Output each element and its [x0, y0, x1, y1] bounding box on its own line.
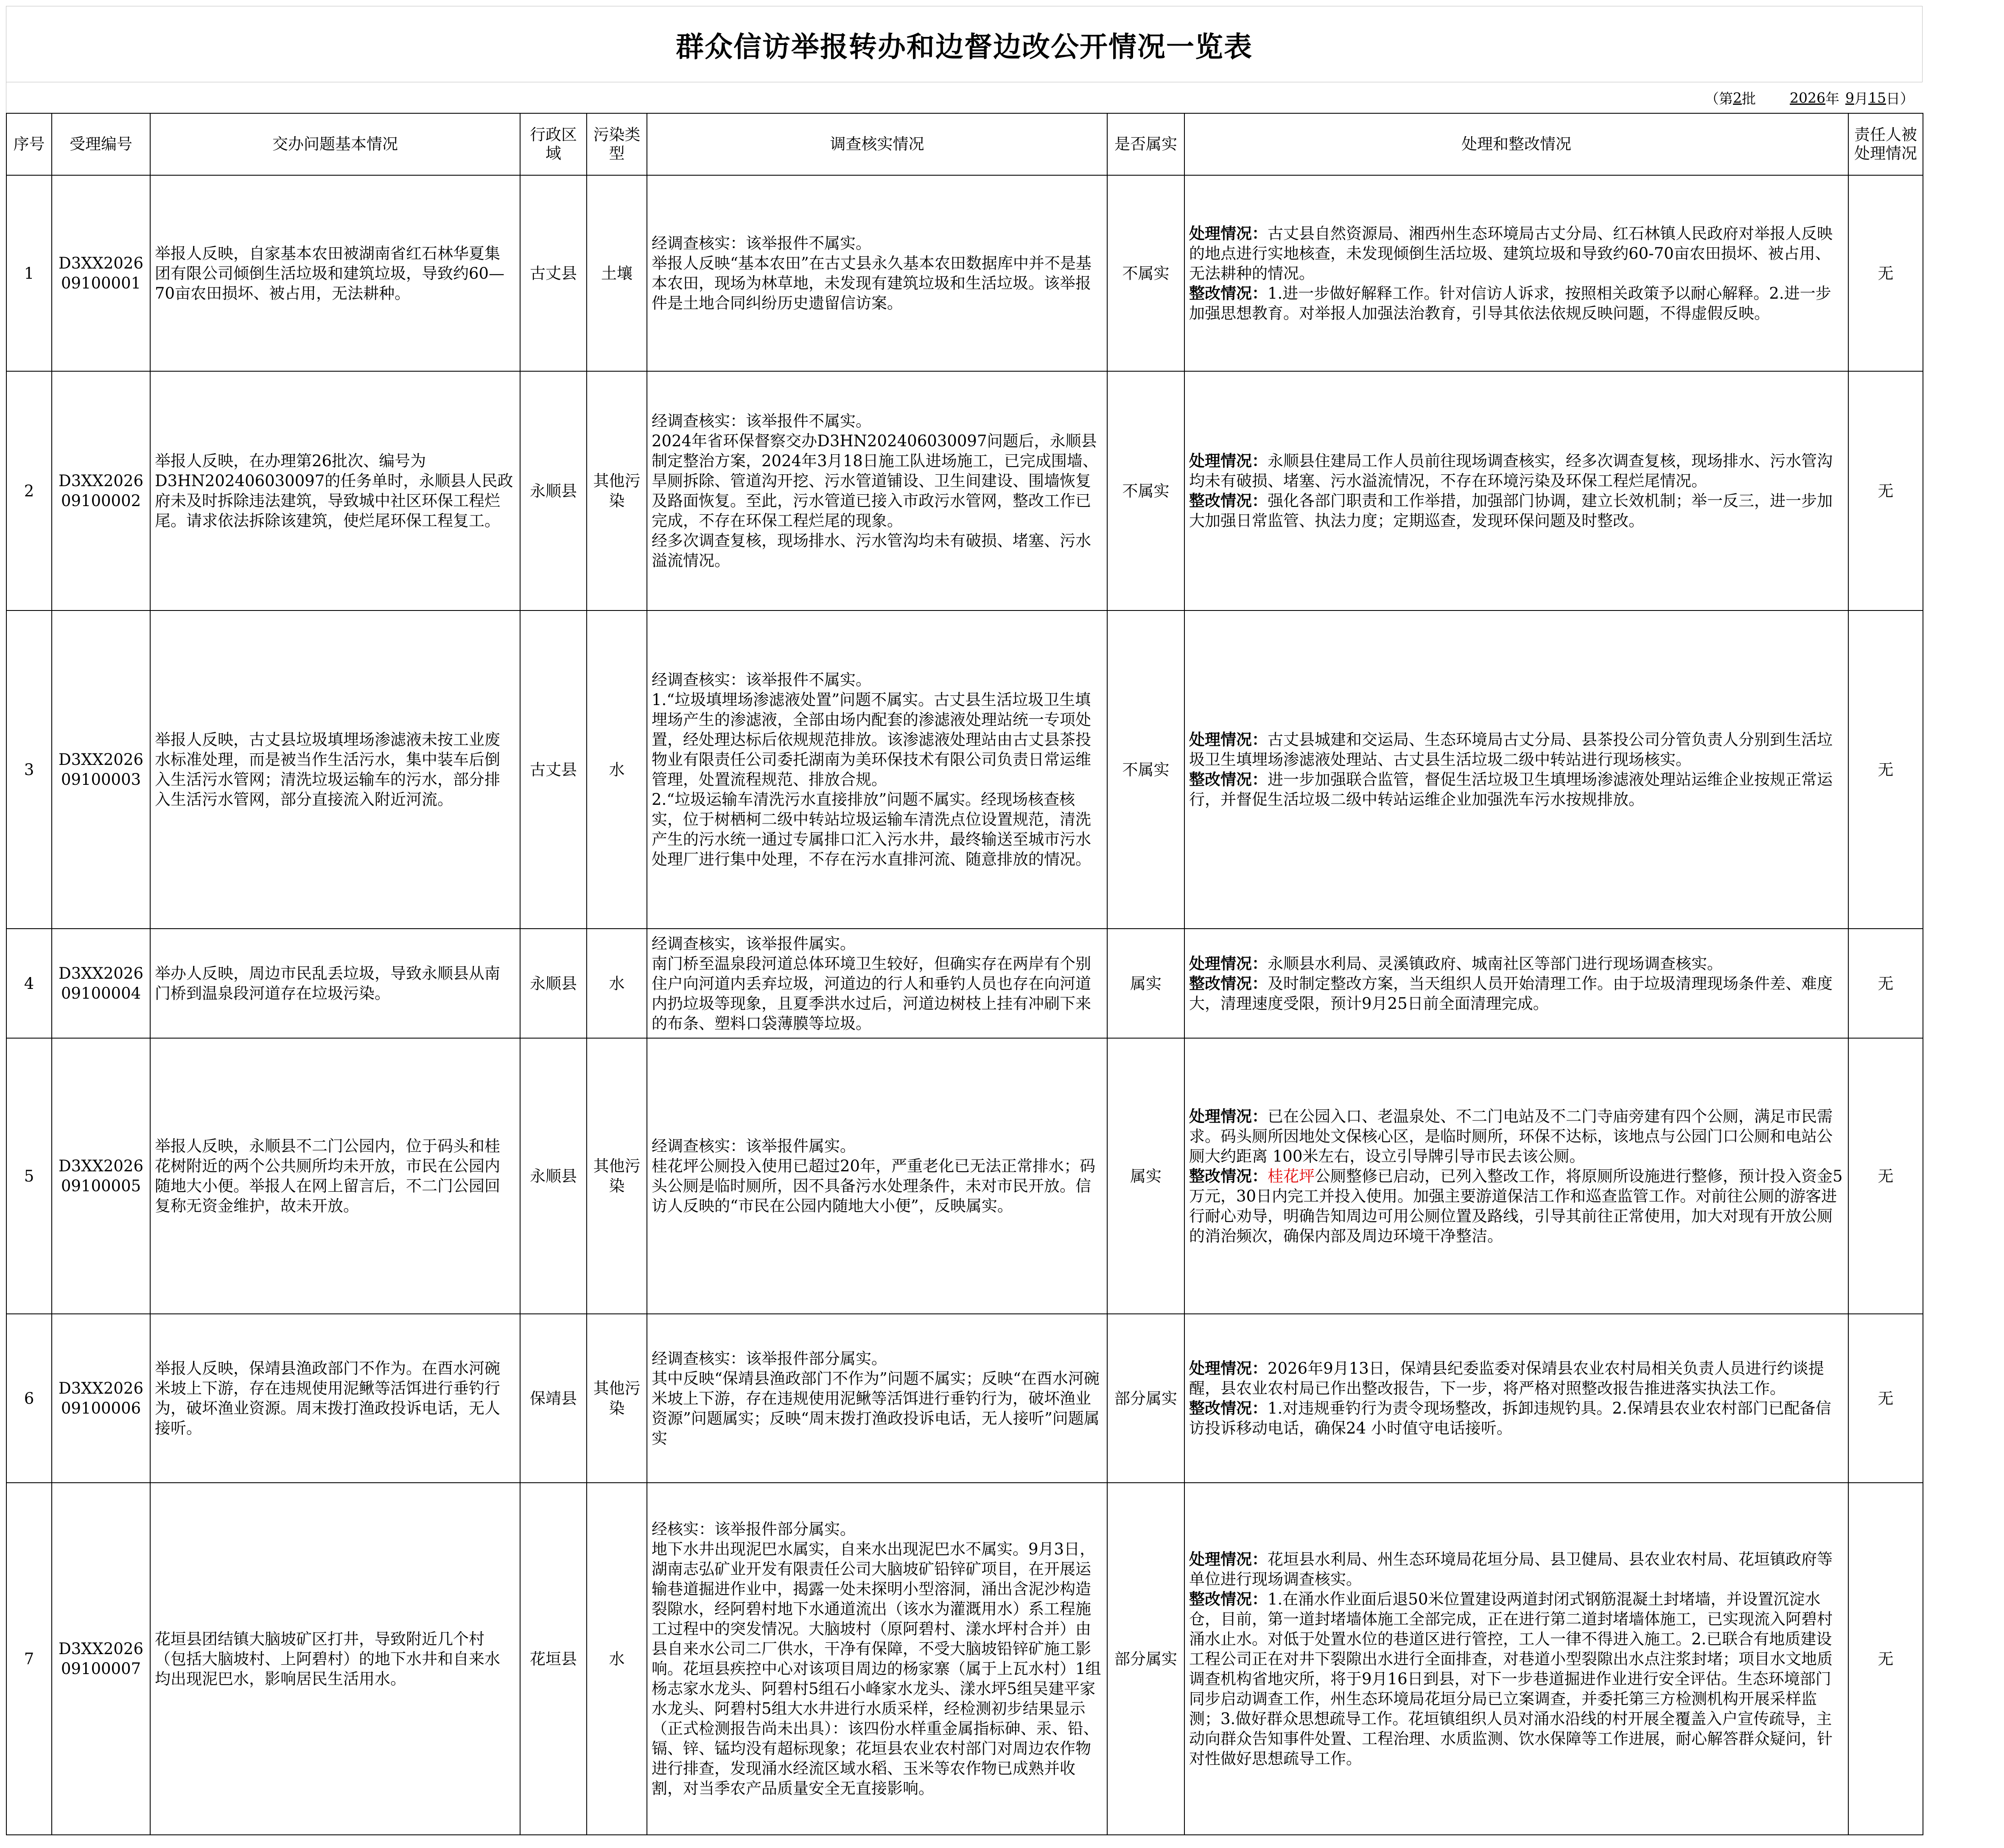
cell-accountability: 无: [1848, 929, 1923, 1038]
batch-close: 日）: [1886, 90, 1914, 107]
handling-block: [1189, 1106, 1844, 1166]
cell-problem: 举报人反映，自家基本农田被湖南省红石林华夏集团有限公司倾倒生活垃圾和建筑垃圾，导致约60—70亩农田损坏、被占用，无法耕种。: [150, 175, 520, 371]
investigation-line: 2.“垃圾运输车清洗污水直接排放”问题不属实。经现场核查核实，位于树栖柯二级中转站垃圾运输车清洗点位设置规范，清洗产生的污水统一通过专属排口汇入污水井，最终输送至城市污水处理厂进行集中处理，不存在污水直排河流、随意排放的情况。: [652, 790, 1091, 868]
rectification-text: 及时制定整改方案，当天组织人员开始清理工作。由于垃圾清理现场条件差、难度大，清理速度受限，预计9月25日前全面清理完成。: [1189, 974, 1833, 1013]
investigation-line: 经调查核实：该举报件属实。: [652, 1137, 856, 1155]
header-row: [6, 113, 1923, 175]
rectification-label: 整改情况：: [1189, 1166, 1268, 1185]
batch-open: （第: [1705, 90, 1733, 107]
cell-region: 永顺县: [520, 1038, 587, 1314]
header-seq: 序号: [6, 113, 52, 175]
cell-seq: 4: [6, 929, 52, 1038]
table-row: [6, 1314, 1923, 1483]
cell-verified: 不属实: [1107, 371, 1184, 610]
cell-id: D3XX202609100006: [52, 1314, 150, 1483]
handling-block: [1189, 730, 1844, 770]
rectification-block: [1189, 770, 1844, 809]
header-id: 受理编号: [52, 113, 150, 175]
rectification-block: [1189, 1166, 1844, 1246]
handling-block: [1189, 1358, 1844, 1398]
cell-handling: [1184, 929, 1848, 1038]
cell-verified: 不属实: [1107, 610, 1184, 929]
page-title: 群众信访举报转办和边督边改公开情况一览表: [676, 30, 1253, 63]
investigation-line: 经调查核实，该举报件属实。: [652, 934, 856, 953]
cell-seq: 5: [6, 1038, 52, 1314]
cell-pollution: 其他污染: [587, 371, 647, 610]
handling-text: 古丈县城建和交运局、生态环境局古丈分局、县茶投公司分管负责人分别到生活垃圾卫生填埋场渗滤液处理站、古丈县生活垃圾二级中转站进行现场核实。: [1189, 731, 1833, 769]
cell-region: 永顺县: [520, 371, 587, 610]
batch-year: 2026: [1790, 89, 1825, 106]
investigation-line: 其中反映“保靖县渔政部门不作为”问题不属实；反映“在酉水河碗米坡上下游，存在违规使用泥鳅等活饵进行垂钓行为，破坏渔业资源”问题属实；反映“周末拨打渔政投诉电话，无人接听”问题属实: [652, 1369, 1100, 1448]
header-handling: 处理和整改情况: [1184, 113, 1848, 175]
batch-label: 批: [1742, 90, 1756, 107]
rectification-label: 整改情况：: [1189, 1589, 1268, 1608]
rectification-block: [1189, 491, 1844, 531]
rectification-block: [1189, 974, 1844, 1014]
handling-label: 处理情况：: [1189, 1359, 1268, 1378]
cell-verified: 部分属实: [1107, 1314, 1184, 1483]
header-investigation: 调查核实情况: [647, 113, 1107, 175]
cell-region: 保靖县: [520, 1314, 587, 1483]
handling-label: 处理情况：: [1189, 1106, 1268, 1126]
cell-problem: 举报人反映，古丈县垃圾填埋场渗滤液未按工业废水标准处理，而是被当作生活污水，集中装车后倒入生活污水管网；清洗垃圾运输车的污水，部分排入生活污水管网，部分直接流入附近河流。: [150, 610, 520, 929]
handling-label: 处理情况：: [1189, 451, 1268, 470]
cell-seq: 7: [6, 1483, 52, 1835]
cell-problem: 举报人反映，保靖县渔政部门不作为。在酉水河碗米坡上下游，存在违规使用泥鳅等活饵进行垂钓行为，破坏渔业资源。周末拨打渔政投诉电话，无人接听。: [150, 1314, 520, 1483]
cell-id: D3XX202609100005: [52, 1038, 150, 1314]
handling-text: 已在公园入口、老温泉处、不二门电站及不二门寺庙旁建有四个公厕，满足市民需求。码头厕所因地处文保核心区，是临时厕所，环保不达标，该地点与公园门口公厕和电站公厕大约距离 100米左右，设立引导牌引导市民去该公厕。: [1189, 1107, 1833, 1165]
table-row: [6, 175, 1923, 371]
report-table: [6, 113, 1923, 1835]
cell-handling: [1184, 175, 1848, 371]
investigation-line: 2024年省环保督察交办D3HN202406030097问题后，永顺县制定整治方案，2024年3月18日施工队进场施工，已完成围墙、旱厕拆除、管道沟开挖、污水管道铺设、卫生间建设、围墙恢复及路面恢复。至此，污水管道已接入市政污水管网，整改工作已完成，不存在环保工程烂尾的现象。: [652, 432, 1098, 530]
handling-label: 处理情况：: [1189, 954, 1268, 973]
cell-investigation: [647, 175, 1107, 371]
rectification-text: 1.进一步做好解释工作。针对信访人诉求，按照相关政策予以耐心解释。2.进一步加强思想教育。对举报人加强法治教育，引导其依法依规反映问题，不得虚假反映。: [1189, 284, 1831, 322]
year-label: 年: [1825, 90, 1839, 107]
cell-pollution: 水: [587, 610, 647, 929]
handling-label: 处理情况：: [1189, 730, 1268, 749]
cell-handling: [1184, 1483, 1848, 1835]
investigation-line: 经调查核实：该举报件不属实。: [652, 671, 871, 689]
table-row: [6, 929, 1923, 1038]
rectification-block: [1189, 1398, 1844, 1438]
cell-handling: [1184, 1038, 1848, 1314]
cell-region: 永顺县: [520, 929, 587, 1038]
header-region: 行政区域: [520, 113, 587, 175]
cell-id: D3XX202609100004: [52, 929, 150, 1038]
cell-accountability: 无: [1848, 1314, 1923, 1483]
investigation-line: 经多次调查复核，现场排水、污水管沟均未有破损、堵塞、污水溢流情况。: [652, 532, 1091, 570]
cell-investigation: [647, 610, 1107, 929]
cell-id: D3XX202609100007: [52, 1483, 150, 1835]
cell-seq: 3: [6, 610, 52, 929]
investigation-line: 桂花坪公厕投入使用已超过20年，严重老化已无法正常排水；码头公厕是临时厕所，因不具备污水处理条件，未对市民开放。信访人反映的“市民在公园内随地大小便”，反映属实。: [652, 1157, 1096, 1215]
cell-problem: 花垣县团结镇大脑坡矿区打井，导致附近几个村（包括大脑坡村、上阿碧村）的地下水井和自来水均出现泥巴水，影响居民生活用水。: [150, 1483, 520, 1835]
cell-pollution: 水: [587, 1483, 647, 1835]
month-label: 月: [1854, 90, 1868, 107]
rectification-text: 公厕整修已启动，已列入整改工作，将原厕所设施进行整修，预计投入资金5万元，30日内完工并投入使用。加强主要游道保洁工作和巡查监管工作。对前往公厕的游客进行耐心劝导，明确告知周边可用公厕位置及路线，引导其前往正常使用，加大对现有开放公厕的消治频次，确保内部及周边环境干净整洁。: [1189, 1167, 1843, 1245]
cell-pollution: 土壤: [587, 175, 647, 371]
investigation-line: 经调查核实：该举报件不属实。: [652, 234, 871, 252]
title-row: [6, 6, 1923, 82]
cell-seq: 2: [6, 371, 52, 610]
cell-accountability: 无: [1848, 610, 1923, 929]
handling-block: [1189, 451, 1844, 491]
cell-problem: 举报人反映，在办理第26批次、编号为D3HN202406030097的任务单时，永顺县人民政府未及时拆除违法建筑，导致城中社区环保工程烂尾。请求依法拆除该建筑，使烂尾环保工程复工。: [150, 371, 520, 610]
batch-day: 15: [1868, 89, 1886, 106]
cell-handling: [1184, 1314, 1848, 1483]
rectification-label: 整改情况：: [1189, 283, 1268, 302]
investigation-line: 经核实：该举报件部分属实。: [652, 1520, 856, 1538]
cell-investigation: [647, 929, 1107, 1038]
handling-block: [1189, 954, 1844, 974]
investigation-line: 1.“垃圾填埋场渗滤液处置”问题不属实。古丈县生活垃圾卫生填埋场产生的渗滤液，全部由场内配套的渗滤液处理站统一专项处置，经处理达标后依规规范排放。该渗滤液处理站由古丈县茶投物业有限责任公司委托湖南为美环保技术有限公司负责日常运维管理，处置流程规范、排放合规。: [652, 691, 1091, 789]
cell-problem: 举报人反映，永顺县不二门公园内，位于码头和桂花树附近的两个公共厕所均未开放，市民在公园内随地大小便。举报人在网上留言后，不二门公园回复称无资金维护，故未开放。: [150, 1038, 520, 1314]
cell-seq: 1: [6, 175, 52, 371]
handling-label: 处理情况：: [1189, 224, 1268, 243]
cell-pollution: 其他污染: [587, 1314, 647, 1483]
investigation-line: 举报人反映“基本农田”在古丈县永久基本农田数据库中并不是基本农田，现场为林草地，未发现有建筑垃圾和生活垃圾。该举报件是土地合同纠纷历史遗留信访案。: [652, 254, 1092, 312]
investigation-line: 南门桥至温泉段河道总体环境卫生较好，但确实存在两岸有个别住户向河道内丢弃垃圾，河道边的行人和垂钓人员也存在向河道内扔垃圾等现象，且夏季洪水过后，河道边树枝上挂有冲刷下来的布条、塑料口袋薄膜等垃圾。: [652, 954, 1091, 1033]
rectification-label: 整改情况：: [1189, 770, 1268, 789]
cell-region: 花垣县: [520, 1483, 587, 1835]
handling-text: 永顺县住建局工作人员前往现场调查核实，经多次调查复核，现场排水、污水管沟均未有破损、堵塞、污水溢流情况，不存在环境污染及环保工程烂尾情况。: [1189, 452, 1833, 490]
rectification-text: 进一步加强联合监管，督促生活垃圾卫生填埋场渗滤液处理站运维企业按规正常运行，并督促生活垃圾二级中转站运维企业加强洗车污水按规排放。: [1189, 770, 1833, 809]
header-problem: 交办问题基本情况: [150, 113, 520, 175]
batch-month: 9: [1845, 89, 1854, 106]
header-pollution: 污染类型: [587, 113, 647, 175]
handling-block: [1189, 224, 1844, 283]
cell-investigation: [647, 1314, 1107, 1483]
cell-verified: 属实: [1107, 1038, 1184, 1314]
table-row: [6, 610, 1923, 929]
cell-verified: 部分属实: [1107, 1483, 1184, 1835]
cell-pollution: 水: [587, 929, 647, 1038]
cell-accountability: 无: [1848, 371, 1923, 610]
rectification-block: [1189, 283, 1844, 323]
cell-verified: 不属实: [1107, 175, 1184, 371]
cell-accountability: 无: [1848, 1483, 1923, 1835]
cell-pollution: 其他污染: [587, 1038, 647, 1314]
cell-handling: [1184, 610, 1848, 929]
cell-id: D3XX202609100003: [52, 610, 150, 929]
cell-verified: 属实: [1107, 929, 1184, 1038]
cell-id: D3XX202609100002: [52, 371, 150, 610]
batch-info: [6, 82, 1923, 113]
rectification-label: 整改情况：: [1189, 974, 1268, 993]
investigation-line: 地下水井出现泥巴水属实，自来水出现泥巴水不属实。9月3日，湖南志弘矿业开发有限责任公司大脑坡矿铅锌矿项目，在开展运输巷道掘进作业中，揭露一处未探明小型溶洞，涌出含泥沙构造裂隙水，经阿碧村地下水通道流出（该水为灌溉用水）系工程施工过程中的突发情况。大脑坡村（原阿碧村、漾水坪村合并）由县自来水公司二厂供水，干净有保障，不受大脑坡铅锌矿施工影响。花垣县疾控中心对该项目周边的杨家寨（属于上瓦水村）1组杨志家水龙头、阿碧村5组石小峰家水龙头、漾水坪5组吴建平家水龙头、阿碧村5组大水井进行水质采样，经检测初步结果显示（正式检测报告尚未出具）：该四份水样重金属指标砷、汞、铅、镉、锌、锰均没有超标现象；花垣县农业农村部门对周边农作物进行排查，发现涌水经流区域水稻、玉米等农作物已成熟并收割，对当季农产品质量安全无直接影响。: [652, 1540, 1101, 1798]
rectification-text: 强化各部门职责和工作举措，加强部门协调，建立长效机制；举一反三，进一步加大加强日常监管、执法力度；定期巡查，发现环保问题及时整改。: [1189, 492, 1833, 530]
cell-investigation: [647, 1483, 1107, 1835]
handling-text: 古丈县自然资源局、湘西州生态环境局古丈分局、红石林镇人民政府对举报人反映的地点进行实地核查，未发现倾倒生活垃圾、建筑垃圾和导致约60-70亩农田损坏、被占用、无法耕种的情况。: [1189, 224, 1833, 283]
cell-handling: [1184, 371, 1848, 610]
cell-problem: 举办人反映，周边市民乱丢垃圾，导致永顺县从南门桥到温泉段河道存在垃圾污染。: [150, 929, 520, 1038]
rectification-text: 1.对违规垂钓行为责令现场整改，拆卸违规钓具。2.保靖县农业农村部门已配备信访投诉移动电话，确保24 小时值守电话接听。: [1189, 1399, 1831, 1437]
handling-text: 永顺县水利局、灵溪镇政府、城南社区等部门进行现场调查核实。: [1268, 954, 1723, 973]
cell-investigation: [647, 371, 1107, 610]
investigation-line: 经调查核实：该举报件不属实。: [652, 412, 871, 430]
header-accountability: 责任人被处理情况: [1848, 113, 1923, 175]
highlight-text: 桂花坪: [1268, 1167, 1315, 1185]
investigation-line: 经调查核实：该举报件部分属实。: [652, 1349, 887, 1368]
handling-label: 处理情况：: [1189, 1549, 1268, 1568]
rectification-label: 整改情况：: [1189, 1399, 1268, 1417]
header-verified: 是否属实: [1107, 113, 1184, 175]
cell-id: D3XX202609100001: [52, 175, 150, 371]
cell-investigation: [647, 1038, 1107, 1314]
handling-text: 花垣县水利局、州生态环境局花垣分局、县卫健局、县农业农村局、花垣镇政府等单位进行现场调查核实。: [1189, 1550, 1833, 1588]
rectification-text: 1.在涌水作业面后退50米位置建设两道封闭式钢筋混凝土封堵墙，并设置沉淀水仓，目前，第一道封堵墙体施工全部完成，正在进行第二道封堵墙体施工，已实现流入阿碧村涌水止水。对低于处置水位的巷道区进行管控，工人一律不得进入施工。2.已联合有地质建设工程公司正在对井下裂隙出水进行全面排查，对巷道小型裂隙出水点注浆封堵；项目水文地质调查机构省地灾所，将于9月16日到县，对下一步巷道掘进作业进行安全评估。生态环境部门同步启动调查工作，州生态环境局花垣分局已立案调查，并委托第三方检测机构开展采样监测；3.做好群众思想疏导工作。花垣镇组织人员对涌水沿线的村开展全覆盖入户宣传疏导，主动向群众告知事件处置、工程治理、水质监测、饮水保障等工作进展，耐心解答群众疑问，针对性做好思想疏导工作。: [1189, 1590, 1833, 1768]
rectification-block: [1189, 1589, 1844, 1769]
cell-accountability: 无: [1848, 1038, 1923, 1314]
document-sheet: [6, 6, 1923, 1835]
cell-region: 古丈县: [520, 610, 587, 929]
cell-accountability: 无: [1848, 175, 1923, 371]
table-row: [6, 371, 1923, 610]
table-row: [6, 1483, 1923, 1835]
handling-block: [1189, 1549, 1844, 1589]
handling-text: 2026年9月13日，保靖县纪委监委对保靖县农业农村局相关负责人员进行约谈提醒，县农业农村局已作出整改报告，下一步，将严格对照整改报告推进落实执法工作。: [1189, 1359, 1824, 1397]
batch-number: 2: [1733, 89, 1742, 106]
table-row: [6, 1038, 1923, 1314]
cell-seq: 6: [6, 1314, 52, 1483]
rectification-label: 整改情况：: [1189, 491, 1268, 510]
cell-region: 古丈县: [520, 175, 587, 371]
